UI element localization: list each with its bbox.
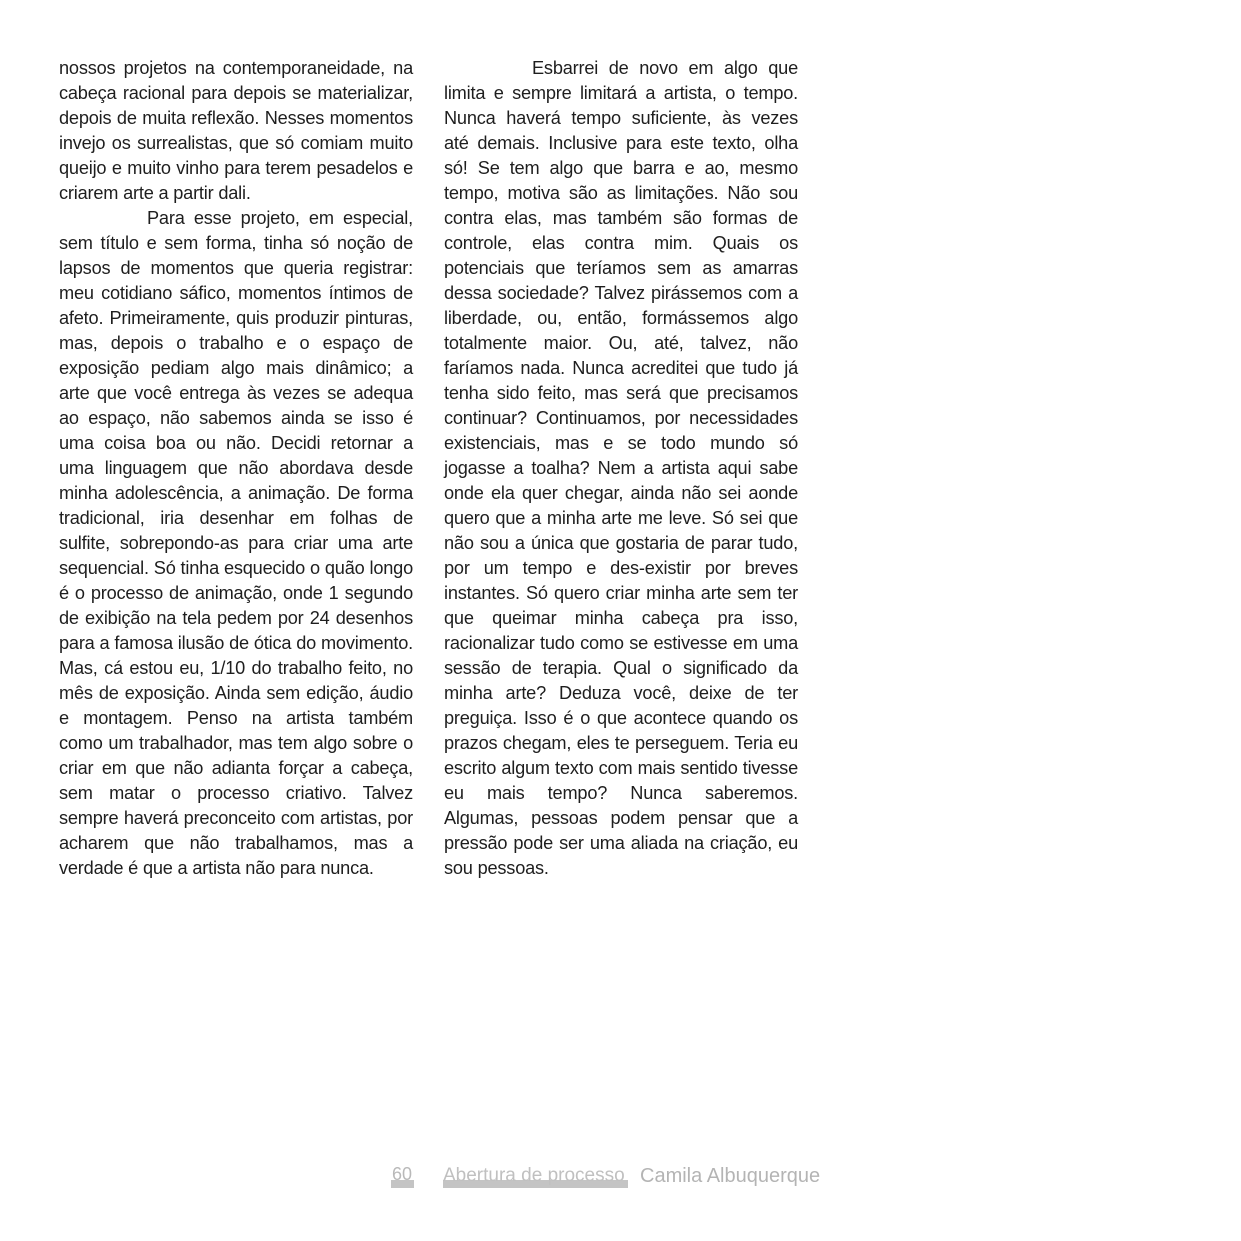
page-footer bbox=[390, 1162, 850, 1192]
author-name: Camila Albuquerque bbox=[640, 1165, 821, 1187]
page-number: 60 bbox=[392, 1164, 413, 1184]
left-text-column bbox=[59, 56, 413, 881]
right-paragraph-1: Esbarrei de novo em algo que limita e sempre limitará a artista, o tempo. Nunca haverá tempo suficiente, às vezes até demais. Inclusive para este texto, olha só! Se tem algo que barra e ao, mesmo tempo, motiva são as limitações. Não sou contra elas, mas também são formas de controle, elas contra mim. Quais os potenciais que teríamos sem as amarras dessa sociedade? Talvez pirássemos com a liberdade, ou, então, formássemos algo totalmente maior. Ou, até, talvez, não faríamos nada. Nunca acreditei que tudo já tenha sido feito, mas será que precisamos continuar? Continuamos, por necessidades existenciais, mas e se todo mundo só jogasse a toalha? Nem a artista aqui sabe onde ela quer chegar, ainda não sei aonde quero que a minha arte me leve. Só sei que não sou a única que gostaria de parar tudo, por um tempo e des-existir por breves instantes. Só quero criar minha arte sem ter que queimar minha cabeça pra isso, racionalizar tudo como se estivesse em uma sessão de terapia. Qual o significado da minha arte? Deduza você, deixe de ter preguiça. Isso é o que acontece quando os prazos chegam, eles te perseguem. Teria eu escrito algum texto com mais sentido tivesse eu mais tempo? Nunca saberemos. Algumas, pessoas podem pensar que a pressão pode ser uma aliada na criação, eu sou pessoas. bbox=[444, 58, 798, 878]
left-paragraph-2: Para esse projeto, em especial, sem título e sem forma, tinha só noção de lapsos de momentos que queria registrar: meu cotidiano sáfico, momentos íntimos de afeto. Primeiramente, quis produzir pinturas, mas, depois o trabalho e o espaço de exposição pediam algo mais dinâmico; a arte que você entrega às vezes se adequa ao espaço, não sabemos ainda se isso é uma coisa boa ou não. Decidi retornar a uma linguagem que não abordava desde minha adolescência, a animação. De forma tradicional, iria desenhar em folhas de sulfite, sobrepondo-as para criar uma arte sequencial. Só tinha esquecido o quão longo é o processo de animação, onde 1 segundo de exibição na tela pedem por 24 desenhos para a famosa ilusão de ótica do movimento. Mas, cá estou eu, 1/10 do trabalho feito, no mês de exposição. Ainda sem edição, áudio e montagem. Penso na artista também como um trabalhador, mas tem algo sobre o criar em que não adianta forçar a cabeça, sem matar o processo criativo. Talvez sempre haverá preconceito com artistas, por acharem que não trabalhamos, mas a verdade é que a artista não para nunca. bbox=[59, 208, 413, 878]
section-title: Abertura de processo bbox=[443, 1165, 625, 1186]
left-paragraph-1: nossos projetos na contemporaneidade, na cabeça racional para depois se materializar, depois de muita reflexão. Nesses momentos invejo os surrealistas, que só comiam muito queijo e muito vinho para terem pesadelos e criarem arte a partir dali. bbox=[59, 58, 413, 203]
right-text-column bbox=[444, 56, 798, 881]
